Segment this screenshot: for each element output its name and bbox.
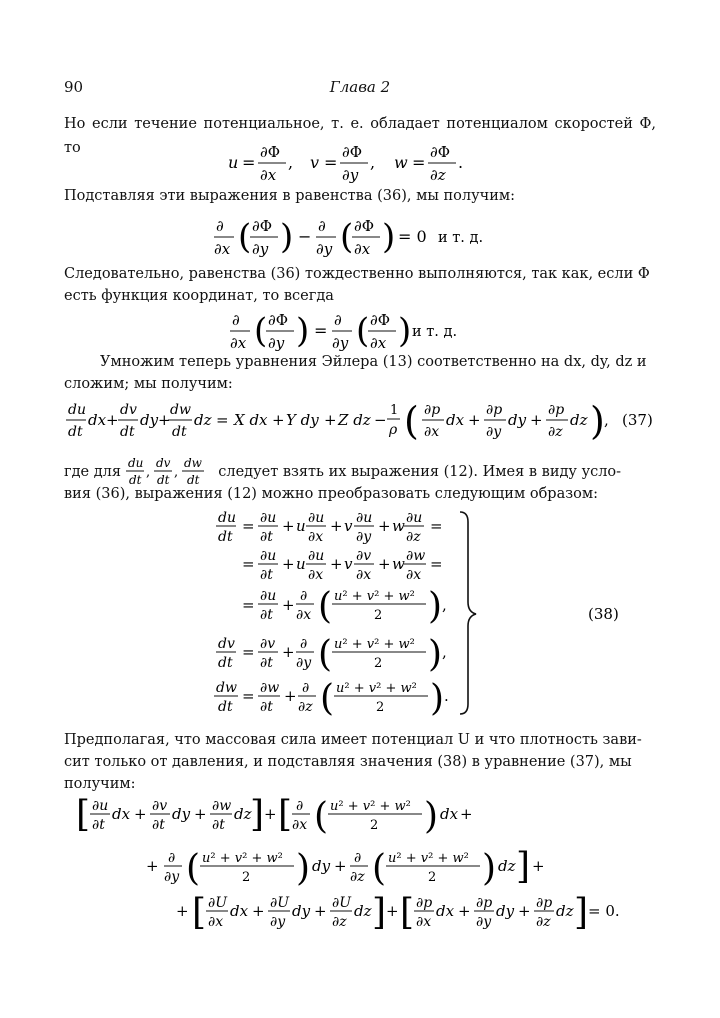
svg-text:∂p: ∂p — [548, 402, 565, 418]
svg-text:dv: dv — [120, 402, 137, 418]
svg-text:(: ( — [320, 678, 335, 719]
svg-text:∂y: ∂y — [476, 914, 492, 930]
svg-text:dz: dz — [556, 902, 574, 920]
svg-text:∂x: ∂x — [406, 567, 422, 583]
svg-text:=: = — [242, 517, 255, 535]
svg-text:dt: dt — [172, 424, 187, 440]
svg-text:∂y: ∂y — [316, 240, 333, 258]
svg-text:=: = — [242, 555, 255, 573]
svg-text:∂t: ∂t — [260, 655, 273, 671]
svg-text:,: , — [173, 465, 178, 480]
svg-text:+: + — [386, 902, 399, 920]
svg-text:∂Φ: ∂Φ — [260, 143, 281, 161]
svg-text:∂u: ∂u — [260, 548, 277, 564]
svg-text:∂Φ: ∂Φ — [268, 311, 289, 329]
svg-text:(: ( — [186, 848, 201, 889]
svg-text:u: u — [296, 517, 306, 535]
svg-text:∂x: ∂x — [370, 334, 387, 352]
svg-text:∂u: ∂u — [308, 548, 325, 564]
svg-text:+: + — [106, 411, 119, 429]
svg-text:dt: dt — [68, 424, 83, 440]
svg-text:w: w — [394, 153, 408, 172]
svg-text:2: 2 — [370, 818, 379, 833]
svg-text:∂u: ∂u — [356, 510, 373, 526]
svg-text:∂y: ∂y — [296, 655, 312, 671]
paragraph-2: Подставляя эти выражения в равенства (36), мы получим: — [64, 188, 516, 204]
svg-text:Z dz: Z dz — [338, 411, 371, 429]
svg-text:=: = — [242, 687, 255, 705]
svg-text:X dx: X dx — [234, 411, 268, 429]
svg-text:∂U: ∂U — [270, 895, 290, 911]
svg-text:du: du — [127, 456, 144, 470]
svg-text:∂x: ∂x — [416, 914, 432, 930]
svg-text:+: + — [146, 857, 159, 875]
svg-text:dv: dv — [218, 636, 235, 652]
paragraph-5-line-2: вия (36), выражения (12) можно преобразовать следующим образом: — [64, 486, 599, 502]
svg-text:,: , — [288, 153, 294, 172]
svg-text:∂y: ∂y — [356, 529, 372, 545]
svg-text:∂t: ∂t — [260, 607, 273, 623]
svg-text:∂: ∂ — [232, 311, 240, 329]
svg-text:v: v — [344, 517, 353, 535]
svg-text:+: + — [330, 517, 343, 535]
svg-text:∂p: ∂p — [486, 402, 503, 418]
svg-text:∂y: ∂y — [270, 914, 286, 930]
svg-text:∂u: ∂u — [308, 510, 325, 526]
svg-text:∂t: ∂t — [260, 567, 273, 583]
svg-text:dx: dx — [440, 805, 459, 823]
svg-text:∂z: ∂z — [332, 914, 347, 930]
svg-text:∂U: ∂U — [332, 895, 352, 911]
svg-text:dw: dw — [183, 456, 202, 470]
svg-text:u² + v² + w²: u² + v² + w² — [336, 681, 417, 696]
svg-text:∂z: ∂z — [350, 869, 365, 885]
svg-text:u² + v² + w²: u² + v² + w² — [202, 851, 283, 866]
svg-text:∂: ∂ — [334, 311, 342, 329]
svg-text:∂: ∂ — [302, 680, 310, 696]
svg-text:,: , — [604, 411, 609, 429]
svg-text:ρ: ρ — [389, 422, 398, 438]
svg-text:=: = — [314, 321, 328, 340]
svg-text:w: w — [392, 555, 405, 573]
paragraph-6-line-2: сит только от давления, и подставляя значения (38) в уравнение (37), мы — [64, 754, 632, 770]
svg-text:∂x: ∂x — [208, 914, 224, 930]
svg-text:): ) — [296, 311, 310, 351]
svg-text:2: 2 — [428, 870, 437, 885]
svg-text:∂Φ: ∂Φ — [342, 143, 363, 161]
svg-text:∂z: ∂z — [536, 914, 551, 930]
svg-text:[: [ — [76, 794, 91, 835]
svg-text:+: + — [264, 805, 277, 823]
svg-text:∂U: ∂U — [208, 895, 228, 911]
svg-text:+: + — [460, 805, 473, 823]
svg-text:dz: dz — [354, 902, 372, 920]
svg-text:=: = — [242, 596, 255, 614]
svg-text:): ) — [482, 848, 497, 889]
svg-text:dz: dz — [570, 411, 588, 429]
svg-text:∂Φ: ∂Φ — [252, 217, 273, 235]
svg-text:dx: dx — [230, 902, 249, 920]
svg-text:∂x: ∂x — [292, 817, 308, 833]
svg-text:2: 2 — [242, 870, 251, 885]
svg-text:+: + — [252, 902, 265, 920]
svg-text:,: , — [145, 465, 150, 480]
paragraph-3-line-1: Следовательно, равенства (36) тождественно выполняются, так как, если Φ — [64, 266, 650, 282]
svg-text:(: ( — [254, 311, 268, 351]
identity-equation-1 — [212, 212, 502, 264]
svg-text:]: ] — [516, 846, 531, 887]
svg-text:=: = — [430, 517, 443, 535]
svg-text:∂: ∂ — [296, 798, 304, 814]
svg-text:): ) — [590, 399, 605, 443]
svg-text:∂z: ∂z — [430, 166, 446, 184]
svg-text:∂x: ∂x — [230, 334, 247, 352]
svg-text:∂x: ∂x — [296, 607, 312, 623]
paragraph-5-rest: следует взять их выражения (12). Имея в виду усло- — [218, 464, 622, 480]
svg-text:(: ( — [340, 217, 354, 257]
svg-text:=: = — [242, 153, 256, 172]
svg-text:,: , — [370, 153, 376, 172]
svg-text:∂y: ∂y — [342, 166, 359, 184]
svg-text:dz: dz — [498, 857, 516, 875]
svg-text:∂x: ∂x — [354, 240, 371, 258]
svg-text:+: + — [284, 687, 297, 705]
final-equation — [76, 794, 656, 940]
svg-text:u: u — [228, 153, 239, 172]
svg-text:dy: dy — [292, 902, 311, 920]
svg-text:+: + — [272, 411, 285, 429]
svg-text:(: ( — [318, 586, 333, 627]
svg-text:∂t: ∂t — [260, 529, 273, 545]
paragraph-6-line-1: Предполагая, что массовая сила имеет потенциал U и что плотность зави- — [64, 732, 642, 748]
etc-label-2: и т. д. — [412, 324, 458, 340]
svg-text:=: = — [242, 643, 255, 661]
svg-text:∂v: ∂v — [356, 548, 372, 564]
svg-text:du: du — [68, 402, 86, 418]
svg-text:): ) — [398, 311, 412, 351]
svg-text:∂t: ∂t — [260, 699, 273, 715]
svg-text:=: = — [216, 411, 229, 429]
svg-text:∂y: ∂y — [252, 240, 269, 258]
svg-text:∂p: ∂p — [476, 895, 493, 911]
svg-text:+: + — [324, 411, 337, 429]
svg-text:+: + — [282, 555, 295, 573]
svg-text:∂t: ∂t — [212, 817, 225, 833]
svg-text:∂: ∂ — [300, 588, 308, 604]
equation-37-label: (37) — [622, 411, 653, 429]
paragraph-1: Но если течение потенциальное, т. е. обладает потенциалом скоростей Φ, то — [64, 116, 656, 156]
svg-text:∂z: ∂z — [406, 529, 421, 545]
svg-text:∂u: ∂u — [92, 798, 109, 814]
svg-text:dt: dt — [128, 473, 142, 486]
svg-text:∂u: ∂u — [406, 510, 423, 526]
svg-text:∂p: ∂p — [536, 895, 553, 911]
svg-text:dt: dt — [120, 424, 135, 440]
svg-text:∂u: ∂u — [260, 510, 277, 526]
svg-text:+: + — [518, 902, 531, 920]
svg-text:(: ( — [372, 848, 387, 889]
svg-text:∂Φ: ∂Φ — [354, 217, 375, 235]
svg-text:∂y: ∂y — [332, 334, 349, 352]
equation-37 — [64, 396, 656, 448]
svg-text:∂x: ∂x — [356, 567, 372, 583]
svg-text:+: + — [194, 805, 207, 823]
svg-text:(: ( — [356, 311, 370, 351]
svg-text:2: 2 — [374, 608, 383, 623]
svg-text:]: ] — [250, 794, 265, 835]
svg-text:dx: dx — [88, 411, 107, 429]
svg-text:∂w: ∂w — [260, 680, 280, 696]
svg-text:2: 2 — [374, 656, 383, 671]
svg-text:−: − — [374, 411, 387, 429]
svg-text:,: , — [442, 596, 447, 614]
svg-text:Y dy: Y dy — [286, 411, 319, 429]
etc-label-1: и т. д. — [438, 230, 484, 246]
svg-text:dy: dy — [496, 902, 515, 920]
velocity-potential-equation — [228, 140, 488, 186]
svg-text:): ) — [280, 217, 294, 257]
svg-text:): ) — [424, 796, 439, 837]
svg-text:−: − — [298, 227, 312, 246]
svg-text:dy: dy — [140, 411, 159, 429]
svg-text:dx: dx — [446, 411, 465, 429]
svg-text:u: u — [296, 555, 306, 573]
svg-text:+: + — [378, 555, 391, 573]
svg-text:∂p: ∂p — [424, 402, 441, 418]
svg-text:dt: dt — [218, 529, 233, 545]
svg-text:+: + — [282, 596, 295, 614]
svg-text:+: + — [176, 902, 189, 920]
svg-text:=: = — [324, 153, 338, 172]
svg-text:+: + — [330, 555, 343, 573]
svg-text:∂: ∂ — [300, 636, 308, 652]
svg-text:∂x: ∂x — [308, 529, 324, 545]
paragraph-3-line-2: есть функция координат, то всегда — [64, 288, 334, 304]
svg-text:+: + — [134, 805, 147, 823]
svg-text:=: = — [430, 555, 443, 573]
page-number: 90 — [64, 78, 84, 96]
paragraph-4-line-2: сложим; мы получим: — [64, 376, 233, 392]
svg-text:(: ( — [314, 796, 329, 837]
svg-text:1: 1 — [390, 403, 399, 418]
svg-text:dv: dv — [155, 456, 171, 470]
svg-text:+: + — [314, 902, 327, 920]
svg-text:.: . — [444, 687, 449, 705]
svg-text:2: 2 — [376, 700, 385, 715]
svg-text:∂: ∂ — [168, 850, 176, 866]
svg-text:∂y: ∂y — [486, 424, 502, 440]
svg-text:): ) — [428, 634, 443, 675]
svg-text:∂v: ∂v — [152, 798, 168, 814]
chapter-title: Глава 2 — [329, 78, 391, 96]
svg-text:dt: dt — [218, 655, 233, 671]
paragraph-5-start: где для — [64, 464, 122, 480]
svg-text:dz: dz — [234, 805, 252, 823]
svg-text:): ) — [430, 678, 445, 719]
svg-text:(: ( — [238, 217, 252, 257]
svg-text:+: + — [532, 857, 545, 875]
svg-text:dw: dw — [216, 680, 237, 696]
svg-text:+: + — [458, 902, 471, 920]
svg-text:[: [ — [278, 794, 293, 835]
svg-text:]: ] — [574, 892, 589, 933]
svg-text:]: ] — [372, 892, 387, 933]
paragraph-4-line-1: Умножим теперь уравнения Эйлера (13) соответственно на dx, dy, dz и — [100, 354, 647, 370]
svg-text:∂: ∂ — [354, 850, 362, 866]
svg-text:): ) — [382, 217, 396, 257]
equation-38-system — [210, 506, 656, 722]
svg-text:=: = — [412, 153, 426, 172]
svg-text:+: + — [468, 411, 481, 429]
svg-text:∂Φ: ∂Φ — [430, 143, 451, 161]
svg-text:u² + v² + w²: u² + v² + w² — [330, 799, 411, 814]
svg-text:dt: dt — [218, 699, 233, 715]
svg-text:∂v: ∂v — [260, 636, 276, 652]
svg-text:u² + v² + w²: u² + v² + w² — [388, 851, 469, 866]
svg-text:= 0.: = 0. — [588, 902, 620, 920]
svg-text:dx: dx — [436, 902, 455, 920]
svg-text:∂x: ∂x — [260, 166, 277, 184]
svg-text:,: , — [442, 643, 447, 661]
svg-text:dy: dy — [172, 805, 191, 823]
svg-text:): ) — [296, 848, 311, 889]
svg-text:[: [ — [400, 892, 415, 933]
svg-text:u² + v² + w²: u² + v² + w² — [334, 589, 415, 604]
svg-text:∂w: ∂w — [212, 798, 232, 814]
svg-text:dy: dy — [508, 411, 527, 429]
svg-text:dw: dw — [170, 402, 191, 418]
svg-text:dy: dy — [312, 857, 331, 875]
equation-38-label: (38) — [588, 605, 619, 623]
svg-text:dt: dt — [186, 473, 200, 486]
svg-text:(: ( — [404, 399, 419, 443]
svg-text:dz: dz — [194, 411, 212, 429]
svg-text:= 0: = 0 — [398, 227, 427, 246]
paragraph-6-line-3: получим: — [64, 776, 136, 792]
svg-text:+: + — [282, 517, 295, 535]
svg-text:∂x: ∂x — [214, 240, 231, 258]
svg-text:): ) — [428, 586, 443, 627]
svg-text:[: [ — [192, 892, 207, 933]
svg-text:∂: ∂ — [318, 217, 326, 235]
svg-text:∂t: ∂t — [152, 817, 165, 833]
svg-text:∂y: ∂y — [164, 869, 180, 885]
svg-text:v: v — [344, 555, 353, 573]
svg-text:∂y: ∂y — [268, 334, 285, 352]
svg-text:∂z: ∂z — [298, 699, 313, 715]
svg-text:+: + — [530, 411, 543, 429]
svg-text:∂t: ∂t — [92, 817, 105, 833]
svg-text:+: + — [334, 857, 347, 875]
svg-text:∂x: ∂x — [308, 567, 324, 583]
svg-text:+: + — [282, 643, 295, 661]
svg-text:∂: ∂ — [216, 217, 224, 235]
svg-text:w: w — [392, 517, 405, 535]
svg-text:∂u: ∂u — [260, 588, 277, 604]
svg-text:∂p: ∂p — [416, 895, 433, 911]
svg-text:(: ( — [318, 634, 333, 675]
svg-text:u² + v² + w²: u² + v² + w² — [334, 637, 415, 652]
svg-text:+: + — [158, 411, 171, 429]
svg-text:+: + — [378, 517, 391, 535]
svg-text:∂w: ∂w — [406, 548, 426, 564]
svg-text:dt: dt — [156, 473, 170, 486]
svg-text:v: v — [310, 153, 320, 172]
svg-text:∂z: ∂z — [548, 424, 563, 440]
svg-text:∂Φ: ∂Φ — [370, 311, 391, 329]
svg-text:∂x: ∂x — [424, 424, 440, 440]
svg-text:dx: dx — [112, 805, 131, 823]
svg-text:.: . — [458, 153, 464, 172]
svg-text:du: du — [218, 510, 236, 526]
